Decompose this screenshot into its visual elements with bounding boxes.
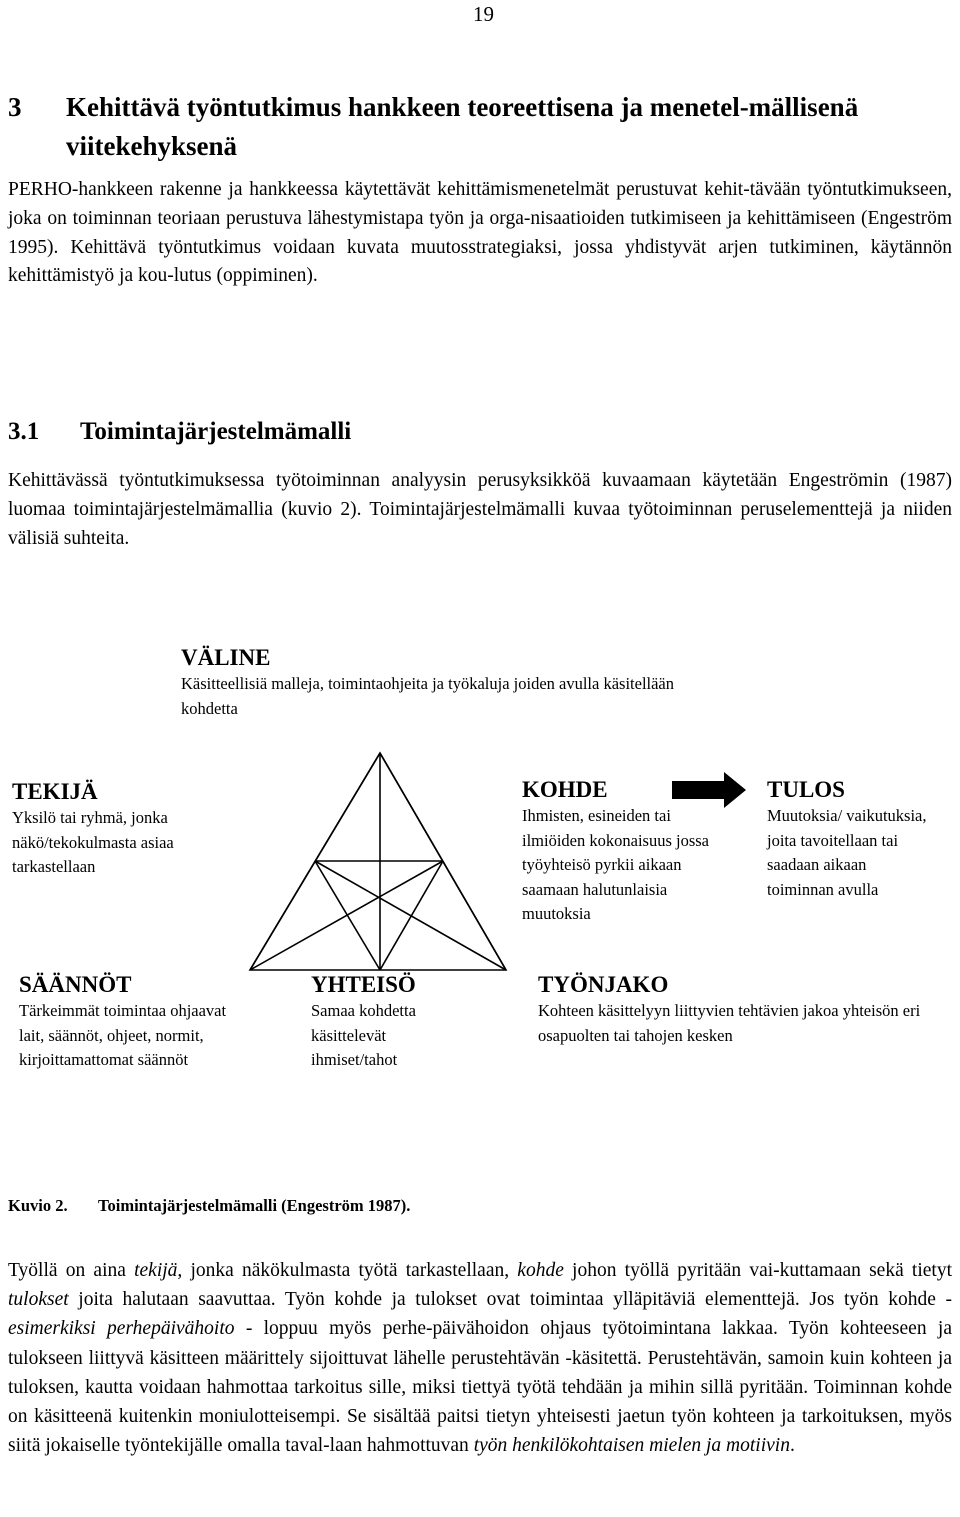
section-paragraph: Kehittävässä työntutkimuksessa työtoiminnan analyysin perusyksikköä kuvaamaan käytetään Engeströmin (1987) luomaa toimintajärjestelmämallia (kuvio 2). Toimintajärjestelmämalli kuvaa työtoiminnan peruselementtejä ja niiden välisiä suhteita. (8, 470, 952, 549)
section-number: 3.1 (8, 418, 40, 445)
intro-paragraph: PERHO-hankkeen rakenne ja hankkeessa käytettävät kehittämismenetelmät perustuvat kehit-tävään työntutkimukseen, joka on toiminnan teoriaan perustuva lähestymistapa työn ja orga-nisaatioiden tutkimiseen ja kehittämiseen (Engeström 1995). Kehittävä työntutkimus voidaan kuvata muutosstrategiaksi, jossa yhdistyvät arjen tutkiminen, käytännön kehittämistyö ja kou-lutus (oppiminen). (8, 179, 952, 287)
page-number: 19 (473, 2, 494, 26)
tulos-block (767, 776, 937, 902)
triangle-inner-line-5 (315, 861, 506, 970)
closing-emphasis-motive: työn henkilökohtaisen mielen ja motiivin (473, 1435, 790, 1457)
tekija-text: Yksilö tai ryhmä, jonka näkö/tekokulmasta asiaa tarkastellaan (12, 808, 174, 876)
tyonjako-text: Kohteen käsittelyyn liittyvien tehtävien jakoa yhteisön eri osapuolten tai tahojen kesken (538, 1001, 921, 1045)
saannot-title: SÄÄNNÖT (19, 972, 132, 997)
tulos-text: Muutoksia/ vaikutuksia, joita tavoitellaan tai saadaan aikaan toiminnan avulla (767, 806, 927, 899)
chapter-title: Kehittävä työntutkimus hankkeen teoreettisena ja menetel-mällisenä viitekehyksenä (66, 92, 859, 161)
tekija-block (12, 778, 232, 880)
tulos-title: TULOS (767, 777, 845, 802)
closing-emphasis-tekija: tekijä, (134, 1260, 183, 1281)
closing-emphasis-kohde: kohde (517, 1260, 564, 1281)
closing-text-5: - loppuu myös perhe-päivähoidon ohjaus työtoimintana lakkaa. Työn kohteeseen ja tulokseen liittyvä käsitteen määrittely sijoittuvat lähelle perustehtävän -käsitettä. Perustehtävän, samoin kuin kohteen ja tuloksen, kautta voidaan hahmottaa tarkoitus sille, miksi tiettyä työtä tehdään ja mihin sillä pyritään. Toiminnan kohde on käsitteenä kuitenkin moniulotteisempi. Se sisältää paitsi tietyn yhteisesti jaetun työn kohteen ja tarkoituksen, myös siitä jokaiselle työntekijälle omalla taval-laan hahmottuvan (8, 1318, 952, 1457)
closing-emphasis-example: esimerkiksi perhepäivähoito (8, 1318, 235, 1340)
figure-caption-label: Kuvio 2. (8, 1196, 68, 1215)
triangle-inner-line-6 (250, 861, 443, 970)
kohde-text: Ihmisten, esineiden tai ilmiöiden kokonaisuus jossa työyhteisö pyrkii aikaan saamaan halutunlaisia muutoksia (522, 806, 709, 923)
yhteiso-block (311, 971, 491, 1073)
section-title: Toimintajärjestelmämalli (80, 418, 352, 445)
yhteiso-title: YHTEISÖ (311, 972, 416, 997)
valine-title: VÄLINE (181, 645, 271, 670)
closing-text-1: Työllä on aina (8, 1260, 135, 1281)
chapter-number: 3 (8, 92, 22, 122)
closing-emphasis-tulokset: tulokset (8, 1289, 69, 1311)
closing-text-2: jonka näkökulmasta työtä tarkastellaan, (182, 1260, 518, 1281)
closing-text-6: . (789, 1435, 795, 1457)
kohde-block (522, 776, 737, 927)
tekija-title: TEKIJÄ (12, 779, 98, 804)
kohde-title: KOHDE (522, 777, 608, 802)
tyonjako-block (538, 971, 938, 1048)
saannot-block (19, 971, 259, 1073)
valine-text: Käsitteellisiä malleja, toimintaohjeita ja työkaluja joiden avulla käsitellään kohdetta (181, 674, 675, 718)
valine-block (181, 644, 741, 721)
closing-text-4: joita halutaan saavuttaa. Työn kohde ja tulokset ovat toimintaa ylläpitäviä elementtejä. Jos työn kohde - (68, 1289, 952, 1311)
tyonjako-title: TYÖNJAKO (538, 972, 669, 997)
closing-text-3: johon työllä pyritään vai-kuttamaan sekä tietyt (563, 1260, 952, 1281)
saannot-text: Tärkeimmät toimintaa ohjaavat lait, säännöt, ohjeet, normit, kirjoittamattomat säännöt (19, 1001, 227, 1069)
figure-caption-text: Toimintajärjestelmämalli (Engeström 1987). (98, 1196, 411, 1215)
yhteiso-text: Samaa kohdetta käsittelevät ihmiset/tahot (311, 1001, 416, 1069)
closing-paragraph (8, 1256, 952, 1460)
